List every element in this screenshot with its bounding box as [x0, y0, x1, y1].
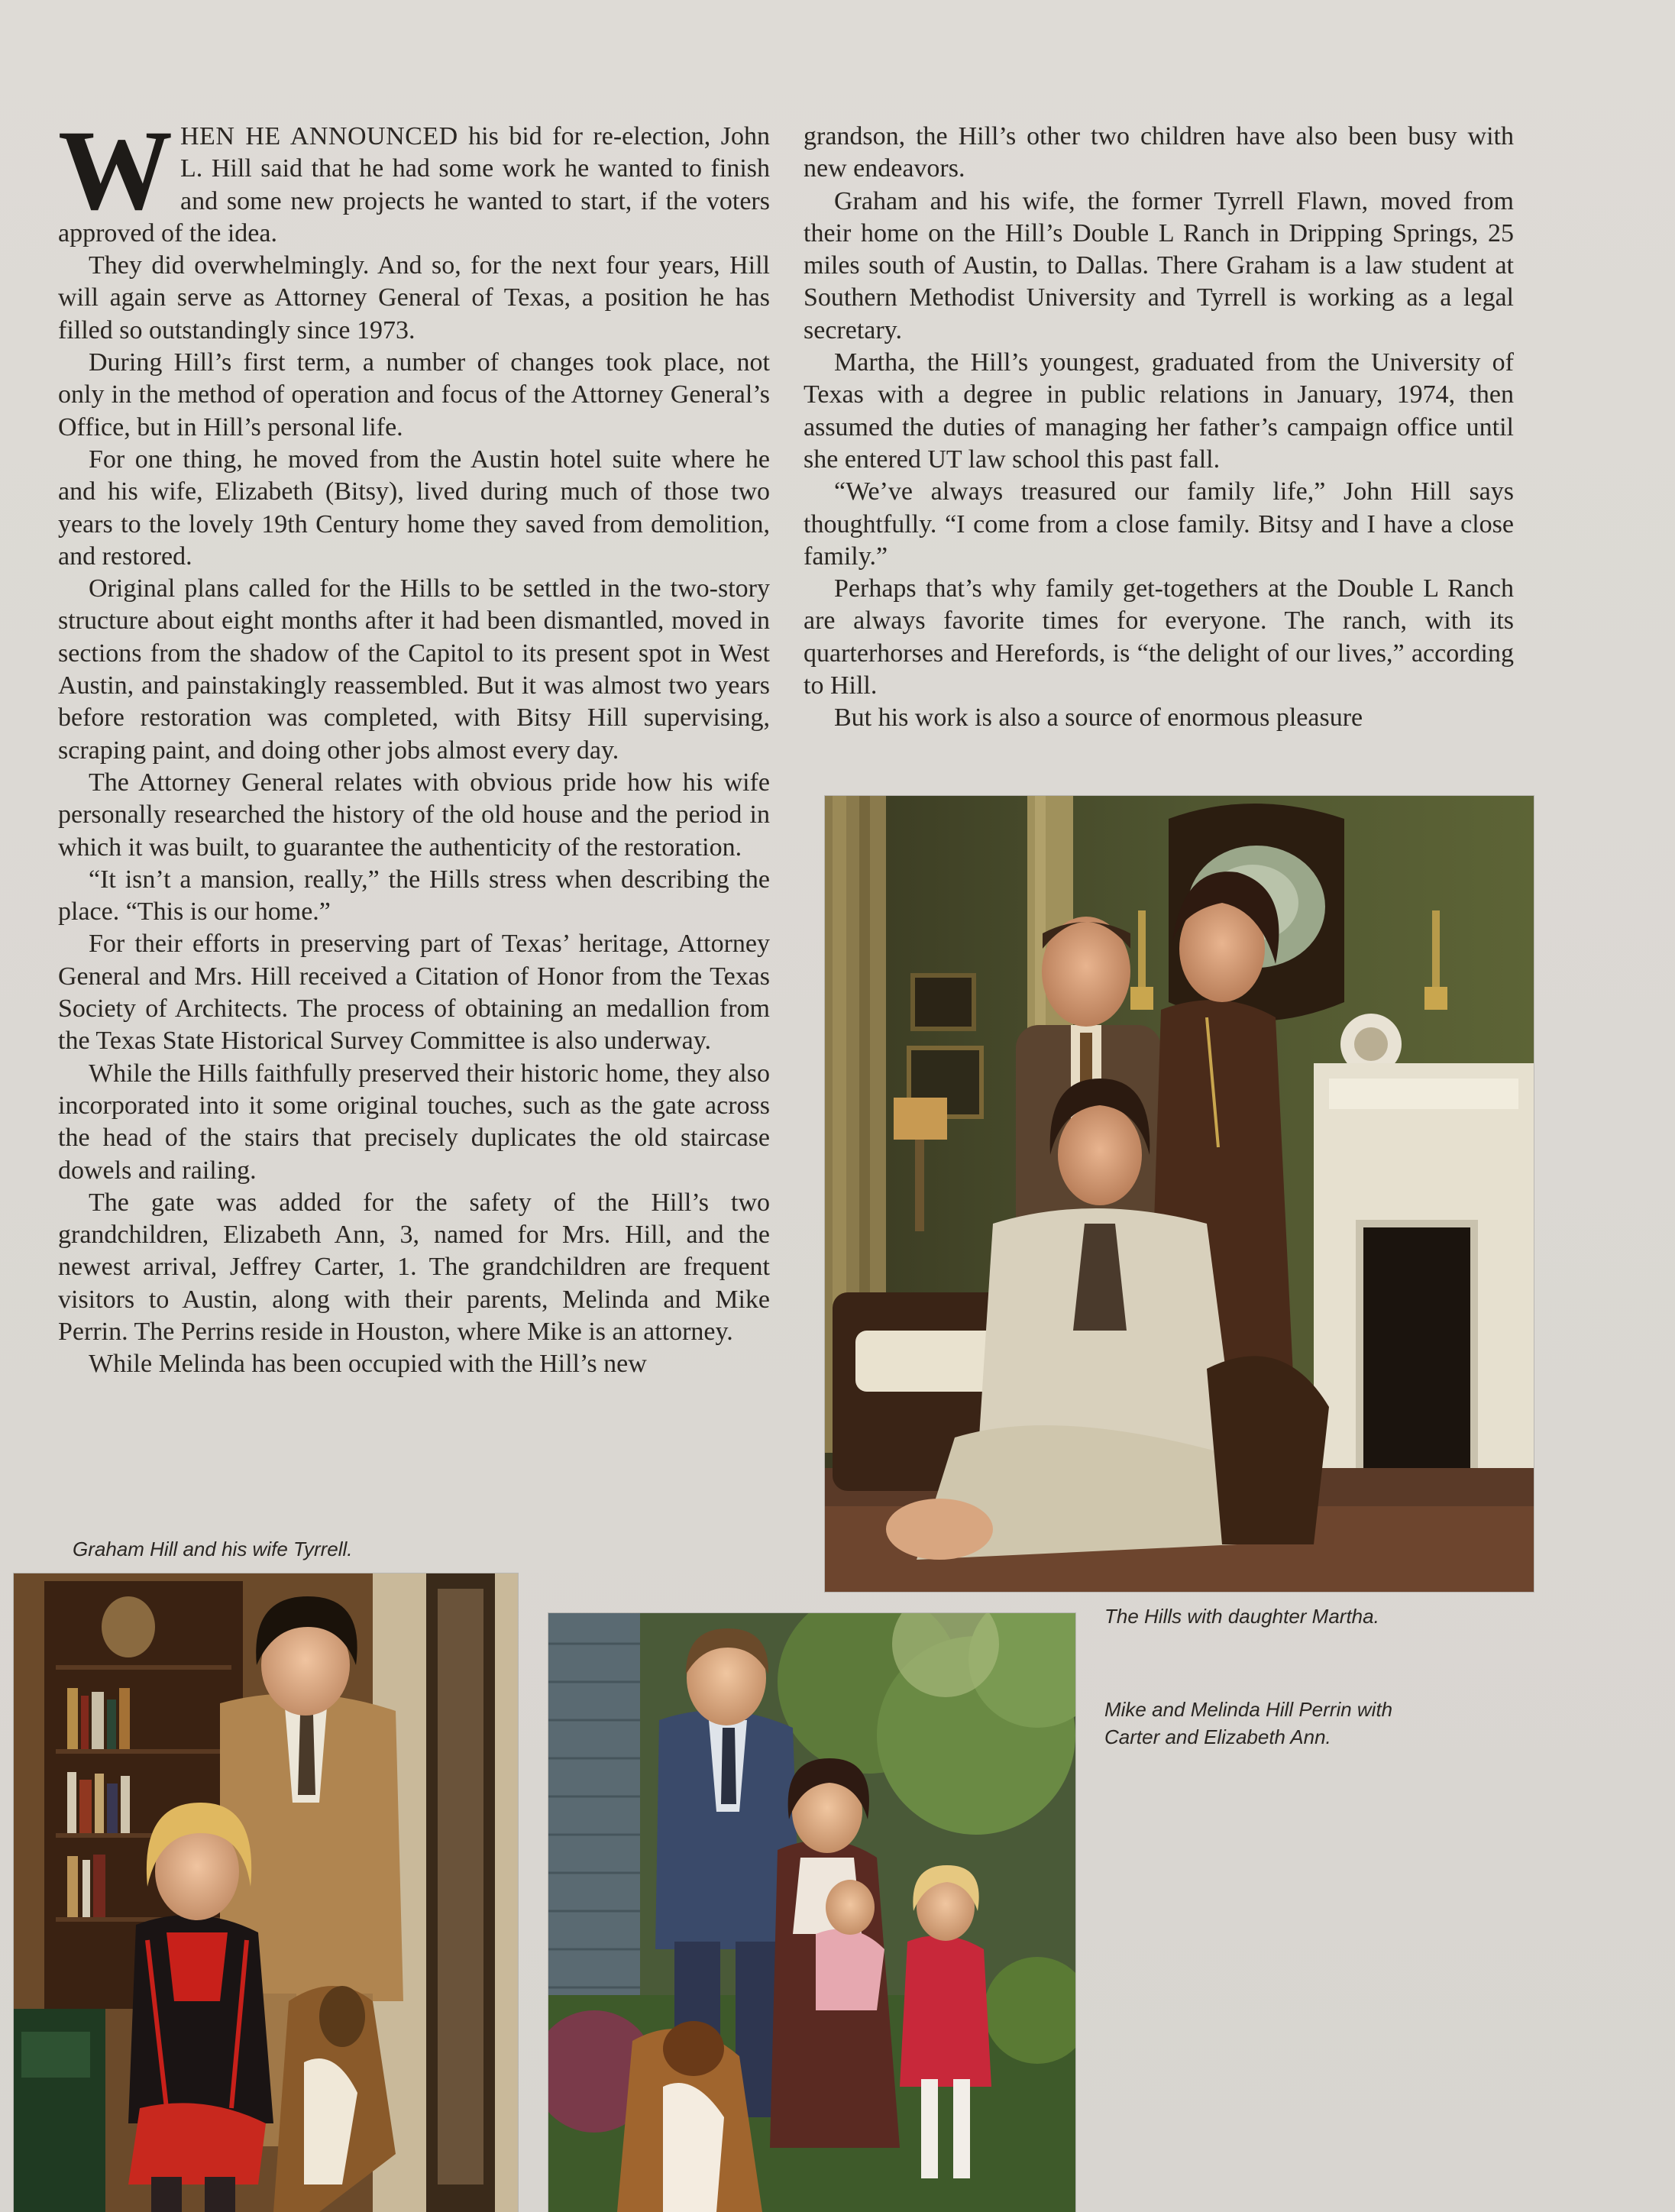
article-paragraph: For one thing, he moved from the Austin hotel suite where he and his wife, Elizabeth (Bitsy), lived during much of those two years to the lovely 19th Century home they saved from demolition, and restored. [58, 445, 770, 571]
article-paragraph: Martha, the Hill’s youngest, graduated from the University of Texas with a degree in public relations in January, 1974, then assumed the duties of managing her father’s campaign office until she entered UT law school this past fall. [804, 348, 1514, 474]
photo-perrin-family [548, 1613, 1075, 2212]
lead-paragraph-text: his bid for re-election, John L. Hill said that he had some work he wanted to finish and some new projects he wanted to start, if the voters approved of the idea. [58, 122, 770, 247]
article-paragraph: While the Hills faithfully preserved their historic home, they also incorporated into it some original touches, such as the gate across the head of the stairs that precisely duplicates the old staircase dowels and railing. [58, 1059, 770, 1185]
article-paragraph: Original plans called for the Hills to be settled in the two-story structure about eight months after it had been dismantled, moved in sections from the shadow of the Capitol to its present spot in West Austin, and painstakingly reassembled. But it was almost two years before restoration was completed, with Bitsy Hill supervising, scraping paint, and doing other jobs almost every day. [58, 574, 770, 765]
photo-graham-and-tyrrell [14, 1573, 518, 2212]
article-paragraph: For their efforts in preserving part of Texas’ heritage, Attorney General and Mrs. Hill received a Citation of Honor from the Texas Society of Architects. The process of obtaining an medallion from the Texas State Historical Survey Committee is also underway. [58, 930, 770, 1056]
article-paragraph: “We’ve always treasured our family life,” John Hill says thoughtfully. “I come from a close family. Bitsy and I have a close family.” [804, 477, 1514, 571]
caption-perrin-line-1: Mike and Melinda Hill Perrin with [1104, 1698, 1393, 1721]
article-paragraph: The Attorney General relates with obvious pride how his wife personally researched the history of the old house and the period in which it was built, to guarantee the authenticity of the restoration. [58, 768, 770, 862]
article-right-column [804, 121, 1514, 735]
article-paragraph: While Melinda has been occupied with the Hill’s new [89, 1350, 647, 1379]
drop-cap: W [58, 107, 173, 234]
photo-hills-with-martha [825, 796, 1534, 1592]
article-left-column [58, 107, 770, 1381]
article-paragraph: Perhaps that’s why family get-togethers at the Double L Ranch are always favorite times for everyone. The ranch, with its quarterhorses and Herefords, is “the delight of our lives,” according to Hill. [804, 574, 1514, 700]
article-paragraph: grandson, the Hill’s other two children have also been busy with new endeavors. [804, 122, 1514, 183]
article-paragraph [58, 107, 770, 250]
caption-graham-hill: Graham Hill and his wife Tyrrell. [73, 1538, 353, 1560]
article-paragraph: Graham and his wife, the former Tyrrell Flawn, moved from their home on the Hill’s Double L Ranch in Dripping Springs, 25 miles south of Austin, to Dallas. There Graham is a law student at Southern Methodist University and Tyrrell is working as a legal secretary. [804, 186, 1514, 344]
caption-hills-with-martha: The Hills with daughter Martha. [1104, 1605, 1379, 1628]
article-paragraph: During Hill’s first term, a number of changes took place, not only in the method of operation and focus of the Attorney General’s Office, but in Hill’s personal life. [58, 348, 770, 441]
article-paragraph: But his work is also a source of enormous pleasure [834, 703, 1363, 732]
lead-in-caps: HEN HE ANNOUNCED [180, 122, 458, 150]
article-paragraph: They did overwhelmingly. And so, for the next four years, Hill will again serve as Attorney General of Texas, a position he has filled so outstandingly since 1973. [58, 251, 770, 344]
article-paragraph: The gate was added for the safety of the Hill’s two grandchildren, Elizabeth Ann, 3, named for Mrs. Hill, and the newest arrival, Jeffrey Carter, 1. The grandchildren are frequent visitors to Austin, along with their parents, Melinda and Mike Perrin. The Perrins reside in Houston, where Mike is an attorney. [58, 1188, 770, 1346]
article-paragraph: “It isn’t a mansion, really,” the Hills stress when describing the place. “This is our home.” [58, 865, 770, 927]
caption-perrin-line-2: Carter and Elizabeth Ann. [1104, 1725, 1331, 1748]
